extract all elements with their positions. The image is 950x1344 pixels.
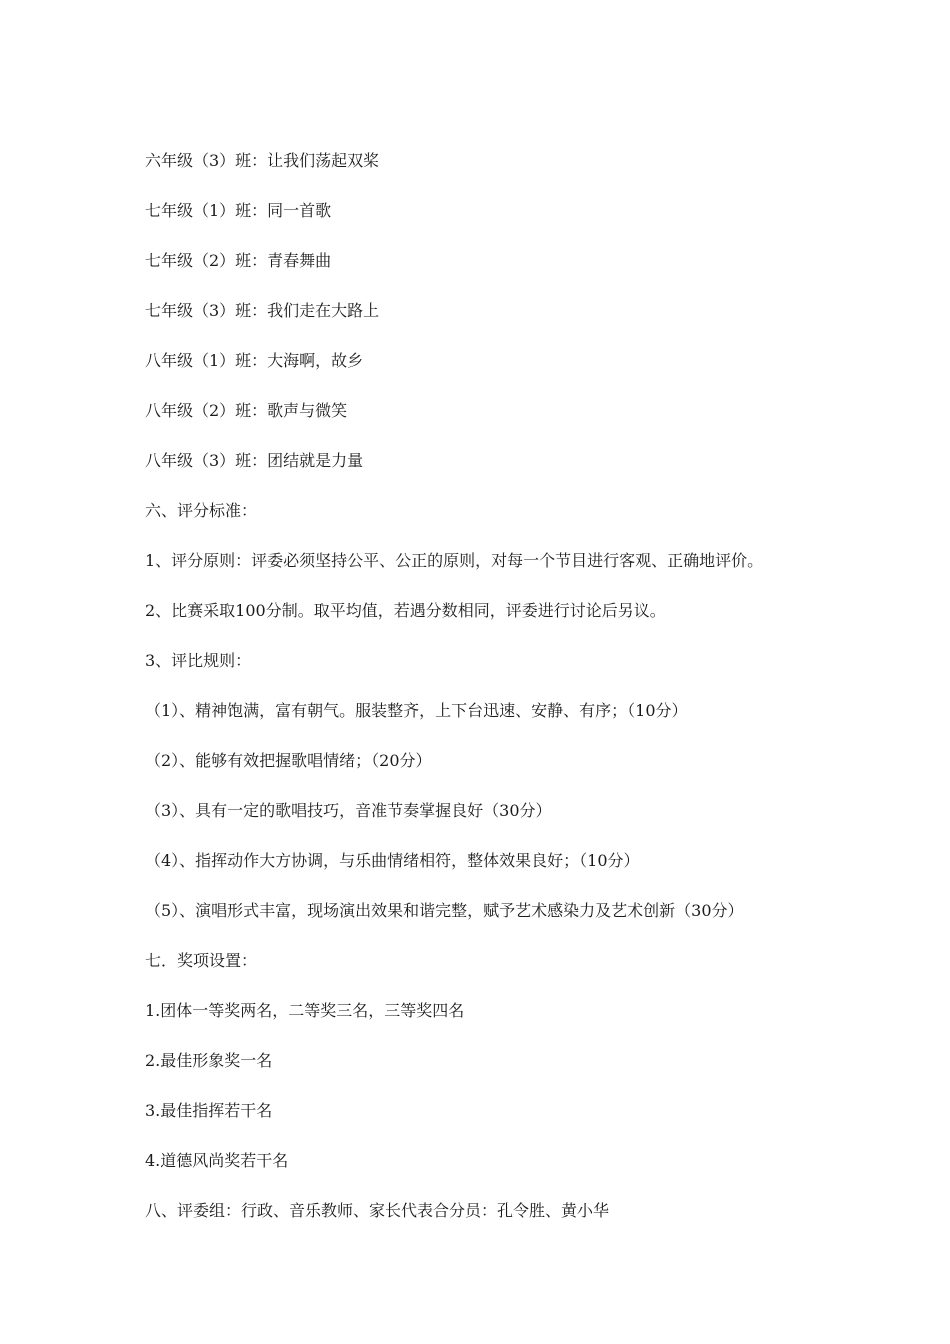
program-line-8-2: 八年级（2）班：歌声与微笑 [145, 401, 348, 420]
award-item-4: 4.道德风尚奖若干名 [145, 1151, 289, 1170]
section-heading-awards: 七．奖项设置： [145, 951, 258, 970]
program-line-7-2: 七年级（2）班：青春舞曲 [145, 251, 332, 270]
program-line-8-1: 八年级（1）班：大海啊，故乡 [145, 351, 364, 370]
rule-item-5: （5）、演唱形式丰富，现场演出效果和谐完整，赋予艺术感染力及艺术创新（30分） [145, 901, 744, 920]
rule-item-3: （3）、具有一定的歌唱技巧，音准节奏掌握良好（30分） [145, 801, 552, 820]
award-item-3: 3.最佳指挥若干名 [145, 1101, 273, 1120]
judging-rules-heading: 3、评比规则： [145, 651, 252, 670]
section-heading-scoring: 六、评分标准： [145, 501, 258, 520]
award-item-2: 2.最佳形象奖一名 [145, 1051, 273, 1070]
scoring-principle: 1、评分原则：评委必须坚持公平、公正的原则，对每一个节目进行客观、正确地评价。 [145, 551, 764, 570]
program-line-8-3: 八年级（3）班：团结就是力量 [145, 451, 364, 470]
rule-item-1: （1）、精神饱满，富有朝气。服装整齐，上下台迅速、安静、有序；（10分） [145, 701, 688, 720]
program-line-7-3: 七年级（3）班：我们走在大路上 [145, 301, 380, 320]
program-line-6-3: 六年级（3）班：让我们荡起双桨 [145, 151, 380, 170]
award-item-1: 1.团体一等奖两名，二等奖三名，三等奖四名 [145, 1001, 465, 1020]
program-line-7-1: 七年级（1）班：同一首歌 [145, 201, 332, 220]
scoring-system: 2、比赛采取100分制。取平均值，若遇分数相同，评委进行讨论后另议。 [145, 601, 666, 620]
rule-item-4: （4）、指挥动作大方协调，与乐曲情绪相符，整体效果良好；（10分） [145, 851, 640, 870]
rule-item-2: （2）、能够有效把握歌唱情绪；（20分） [145, 751, 432, 770]
section-heading-judges: 八、评委组：行政、音乐教师、家长代表合分员：孔令胜、黄小华 [145, 1201, 610, 1220]
